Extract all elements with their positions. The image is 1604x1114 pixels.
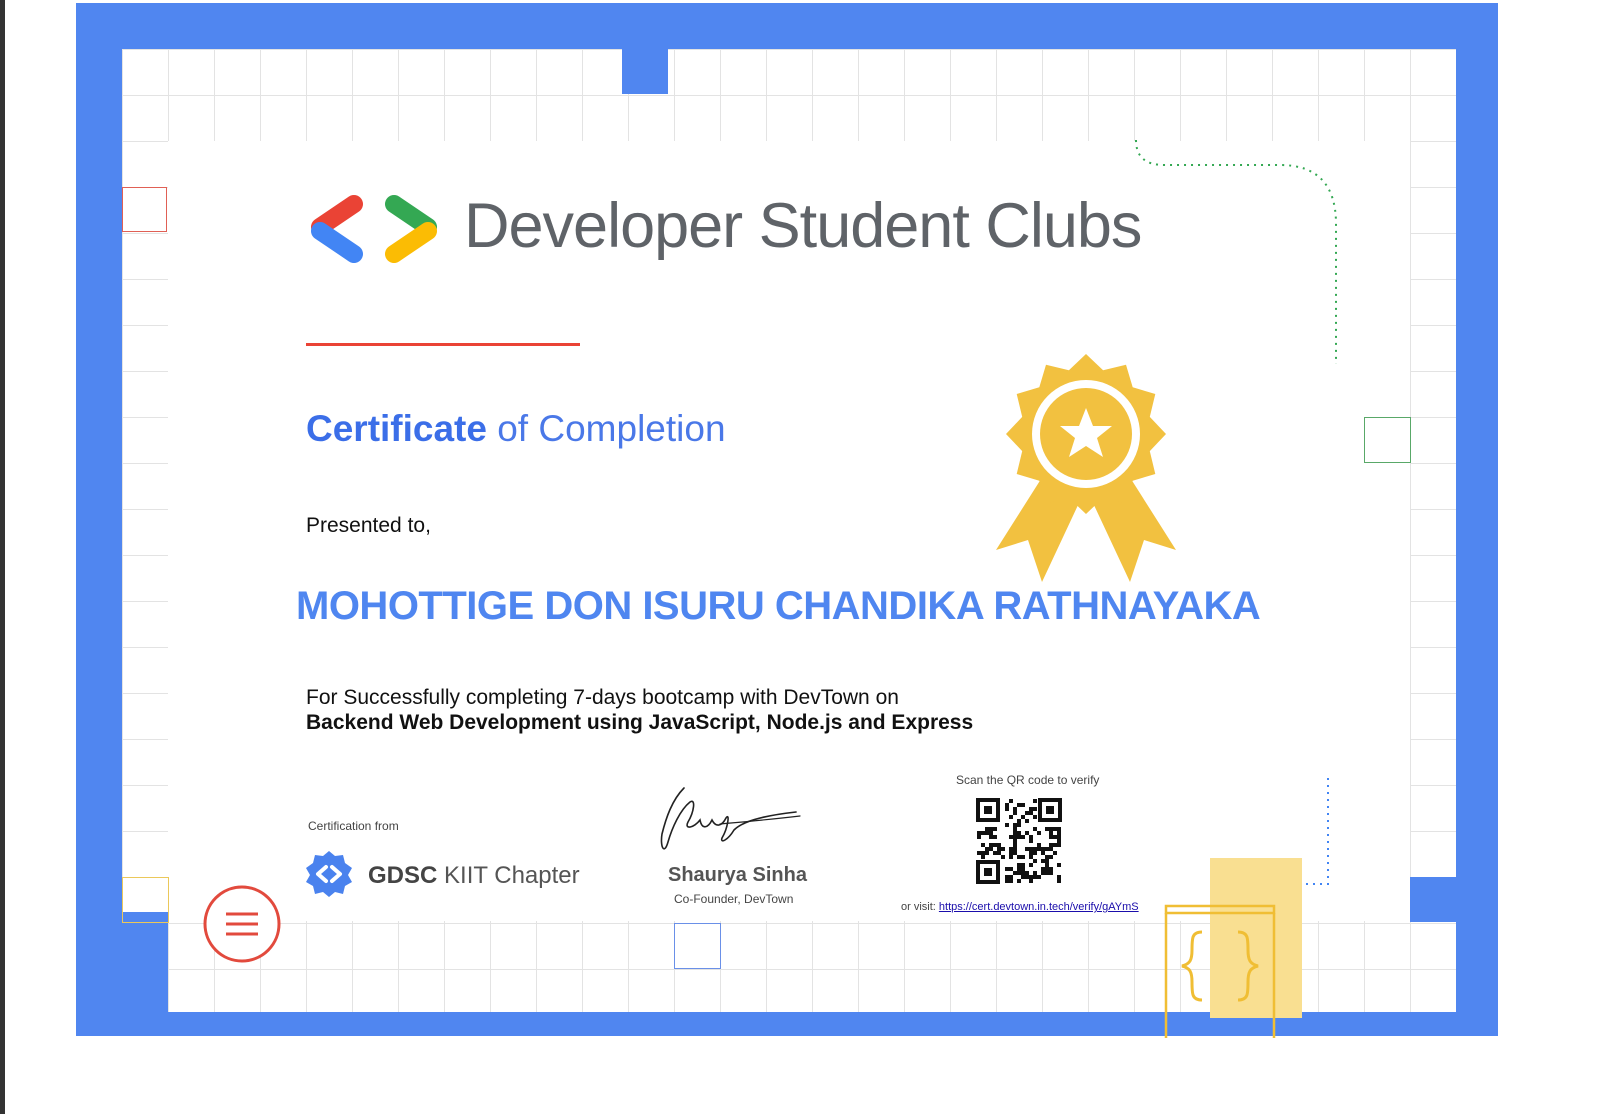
description-line-1: For Successfully completing 7-days bootcamp with DevTown on [306,686,899,709]
qr-module [993,827,997,831]
qr-module [1021,875,1025,879]
qr-module [1025,871,1029,875]
qr-module [1037,875,1041,879]
qr-module [1041,851,1045,855]
qr-module [1021,855,1025,859]
qr-module [1049,827,1053,831]
qr-module [1017,867,1021,871]
qr-module [1025,875,1029,879]
frame-notch-bottom-left [122,912,168,1012]
qr-module [1057,831,1061,835]
qr-module [1013,843,1017,847]
qr-module [1049,871,1053,875]
decor-square-yellow [122,877,169,923]
qr-module [1057,835,1061,839]
qr-module [989,847,993,851]
certificate-title-bold: Certificate [306,408,487,449]
qr-module [1013,839,1017,843]
qr-module [989,831,993,835]
qr-module [981,831,985,835]
qr-module [1029,839,1033,843]
qr-module [997,843,1001,847]
qr-module [997,847,1001,851]
qr-module [1013,831,1017,835]
page-title: Developer Student Clubs [464,191,1142,261]
qr-module [1041,847,1045,851]
qr-module [1057,875,1061,879]
qr-module [1033,847,1037,851]
qr-module [1029,847,1033,851]
qr-module [993,843,997,847]
qr-module [1045,871,1049,875]
qr-module [1017,831,1021,835]
qr-module [1009,815,1013,819]
gdsc-hex-logo-icon [305,850,353,898]
qr-module [1053,843,1057,847]
qr-module [1057,843,1061,847]
qr-module [1009,835,1013,839]
qr-module [1009,799,1013,803]
verify-link[interactable]: https://cert.devtown.in.tech/verify/gAYmS [938,901,1139,913]
menu-icon[interactable] [202,884,282,964]
dsc-logo-icon [306,194,442,264]
qr-module [1033,799,1037,803]
qr-module [1021,815,1025,819]
qr-module [981,851,985,855]
qr-module [1057,839,1061,843]
qr-module [1045,855,1049,859]
qr-module [1041,871,1045,875]
qr-module [1017,803,1021,807]
qr-module [1009,855,1013,859]
qr-module [1017,823,1021,827]
qr-module [1041,859,1045,863]
qr-module [1029,875,1033,879]
presented-to-label: Presented to, [306,514,431,537]
decor-square-blue [674,923,721,969]
qr-module [977,831,981,835]
qr-module [1045,827,1049,831]
qr-module [1049,855,1053,859]
qr-module [1005,823,1009,827]
qr-module [1045,863,1049,867]
qr-module [1041,867,1045,871]
qr-module [1013,811,1017,815]
qr-module [989,835,993,839]
qr-module [985,831,989,835]
qr-module [1057,879,1061,883]
qr-module [1021,803,1025,807]
qr-module [1029,851,1033,855]
issuer-org-bold: GDSC [368,862,438,889]
qr-module [1053,851,1057,855]
qr-module [1013,851,1017,855]
certificate-title-rest: of Completion [497,408,726,449]
qr-module [1013,871,1017,875]
qr-module [1017,863,1021,867]
qr-module [1025,819,1029,823]
qr-module [993,851,997,855]
qr-module [1025,811,1029,815]
qr-module [1029,879,1033,883]
frame-notch-top [622,49,668,94]
qr-module [1049,835,1053,839]
qr-module [1005,803,1009,807]
qr-module [1029,811,1033,815]
qr-module [989,827,993,831]
qr-module [1037,847,1041,851]
window-edge [0,0,5,1114]
qr-module [1013,827,1017,831]
qr-module [1017,835,1021,839]
qr-module [1029,807,1033,811]
frame-notch-right [1410,877,1456,922]
qr-module [1013,823,1017,827]
qr-module [1017,819,1021,823]
qr-module [1029,855,1033,859]
qr-module [1053,827,1057,831]
qr-module [1021,863,1025,867]
qr-module [1049,843,1053,847]
issuer-org [368,862,580,890]
qr-module [1021,867,1025,871]
qr-module [1013,847,1017,851]
qr-module [1017,855,1021,859]
qr-module [985,847,989,851]
qr-module [1025,847,1029,851]
qr-module [981,843,985,847]
qr-label: Scan the QR code to verify [956,773,1100,787]
qr-module [1029,863,1033,867]
qr-module [989,843,993,847]
decor-square-green [1364,417,1411,463]
visit-prefix: or visit: [901,901,936,913]
decor-square-red [122,187,167,232]
qr-code-icon[interactable] [976,798,1062,884]
qr-module [1057,863,1061,867]
qr-module [1021,871,1025,875]
qr-module [985,827,989,831]
signer-role: Co-Founder, DevTown [674,892,794,906]
qr-module [1049,847,1053,851]
qr-module [1013,807,1017,811]
qr-module [1033,851,1037,855]
qr-module [1045,859,1049,863]
qr-module [1009,867,1013,871]
qr-module [1033,827,1037,831]
description-line-2: Backend Web Development using JavaScript, Node.js and Express [306,711,974,734]
qr-module [1017,871,1021,875]
qr-module [1045,847,1049,851]
qr-module [977,851,981,855]
qr-module [1001,855,1005,859]
curly-braces-icon [1164,904,1276,1038]
badge-ribbon-icon [982,348,1190,582]
qr-module [1033,815,1037,819]
signer-name: Shaurya Sinha [668,864,807,886]
qr-module [981,855,985,859]
qr-module [1049,831,1053,835]
verify-line [901,901,1139,913]
qr-module [993,835,997,839]
qr-module [1045,867,1049,871]
qr-module [1025,831,1029,835]
qr-module [1009,875,1013,879]
qr-module [977,835,981,839]
qr-module [1009,847,1013,851]
signature-icon [650,782,802,864]
qr-module [1049,867,1053,871]
qr-module [985,851,989,855]
qr-module [1029,835,1033,839]
qr-module [1005,879,1009,883]
qr-module [1009,879,1013,883]
certification-from-label: Certification from [308,819,399,833]
qr-module [1001,847,1005,851]
recipient-name: MOHOTTIGE DON ISURU CHANDIKA RATHNAYAKA [296,584,1261,628]
qr-module [1037,831,1041,835]
title-underline [306,343,580,346]
qr-module [1005,875,1009,879]
qr-module [1053,835,1057,839]
qr-module [1013,835,1017,839]
qr-module [1033,871,1037,875]
qr-module [1033,807,1037,811]
qr-module [997,851,1001,855]
qr-module [1017,879,1021,883]
qr-module [1037,843,1041,847]
qr-module [1033,875,1037,879]
qr-module [1009,851,1013,855]
qr-module [1021,835,1025,839]
qr-module [1057,827,1061,831]
decor-dotted-curve-green [1130,138,1342,368]
qr-module [1005,867,1009,871]
certificate-title [306,408,726,450]
qr-module [1005,807,1009,811]
issuer-org-rest: KIIT Chapter [444,862,580,889]
qr-module [1033,859,1037,863]
